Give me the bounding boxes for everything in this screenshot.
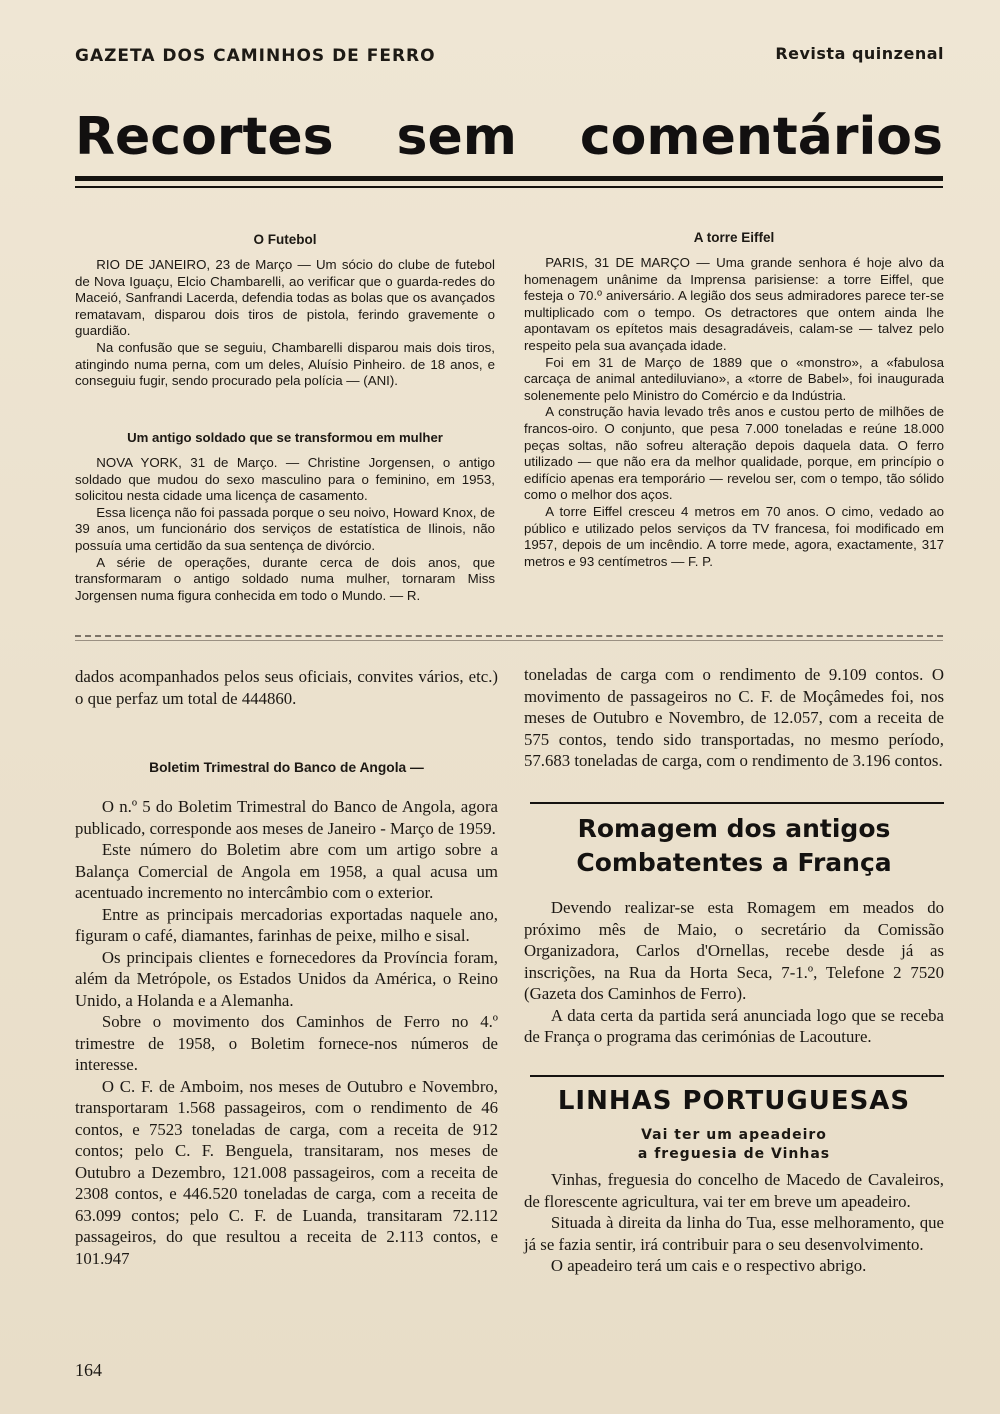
romagem-heading-line-1: Romagem dos antigos [577, 814, 891, 843]
article-paragraph: A torre Eiffel cresceu 4 metros em 70 anos. O cimo, vedado ao público e utilizado pelos serviços da TV francesa, foi modificado em 1957, depois de um incêndio. A torre mede, agora, exactamente, 317 metros e 93 centímetros — F. P. [524, 503, 944, 569]
article-paragraph: O n.º 5 do Boletim Trimestral do Banco de Angola, agora publicado, corresponde aos meses de Janeiro - Março de 1959. [75, 797, 498, 838]
article-paragraph: A data certa da partida será anunciada logo que se receba de França o programa das cerimónias de Lacouture. [524, 1005, 944, 1046]
eiffel-article [524, 255, 944, 570]
title-word-1: Recortes [75, 107, 334, 167]
article-paragraph: Na confusão que se seguiu, Chambarelli disparou mais dois tiros, atingindo numa perna, com um deles, Aluísio Pinheiro. de 18 anos, e conseguiu fugir, sendo procurado pela polícia — (ANI). [75, 339, 495, 389]
article-paragraph: Entre as principais mercadorias exportadas naquele ano, figuram o café, diamantes, farinhas de peixe, milho e sisal. [75, 904, 498, 945]
article-paragraph: Situada à direita da linha do Tua, esse melhoramento, que já se fazia sentir, irá contribuir para o seu desenvolvimento. [524, 1213, 944, 1254]
soldado-article [75, 455, 495, 604]
soldado-heading: Um antigo soldado que se transformou em mulher [127, 430, 443, 445]
romagem-heading [524, 812, 944, 880]
futebol-heading: O Futebol [253, 232, 317, 247]
article-paragraph: O apeadeiro terá um cais e o respectivo abrigo. [550, 1256, 867, 1275]
section-separator-thin [75, 640, 943, 641]
article-paragraph: RIO DE JANEIRO, 23 de Março — Um sócio do clube de futebol de Nova Iguaçu, Elcio Chambarelli, ao verificar que o guarda-redes do Maceió, Sanfrandi Lacerda, defendia todas as bolas que os avançados rematavam, disparou dois tiros de pistola, ferindo gravemente o guardião. [75, 257, 495, 339]
article-paragraph: Sobre o movimento dos Caminhos de Ferro no 4.º trimestre de 1958, o Boletim fornece-nos números de interesse. [75, 1012, 498, 1074]
continuation-text: toneladas de carga com o rendimento de 9.109 contos. O movimento de passageiros no C. F. de Moçâmedes foi, nos meses de Outubro e Novembro, de 12.057, com a receita de 575 contos, tendo sido transportadas, no mesmo período, 57.683 toneladas de carga, com o rendimento de 3.196 contos. [524, 665, 944, 770]
magazine-name: GAZETA DOS CAMINHOS DE FERRO [75, 46, 436, 66]
boletim-heading: Boletim Trimestral do Banco de Angola — [149, 760, 424, 775]
article-paragraph: NOVA YORK, 31 de Março. — Christine Jorgensen, o antigo soldado que mudou do sexo masculino para o feminino, em 1953, solicitou nesta cidade uma licença de casamento. [75, 455, 495, 504]
continuation-text: dados acompanhados pelos seus oficiais, convites vários, etc.) o que perfaz um total de 444860. [75, 667, 498, 708]
romagem-rule [530, 802, 944, 804]
article-paragraph: O C. F. de Amboim, nos meses de Outubro e Novembro, transportaram 1.568 passageiros, com o rendimento de 46 contos, e 7523 toneladas de carga, com a receita de 912 contos; pelo C. F. Benguela, transitaram, nos meses de Outubro a Dezembro, 121.008 passageiros, com a receita de 2308 contos, e 446.520 toneladas de carga, com a receita de 63.099 contos; pelo C. F. de Luanda, transitaram 72.112 passageiros, do que resultou a receita de 2.113 contos, e 101.947 [75, 1076, 498, 1268]
romagem-article [524, 897, 944, 1048]
romagem-heading-line-2: Combatentes a França [576, 848, 892, 877]
article-paragraph: A construção havia levado três anos e custou perto de milhões de francos-oiro. O conjunto, que pesa 7.000 toneladas e reúne 18.000 peças soltas, não sofreu alteração depois daquela data. O ferro utilizado — que não era da melhor qualidade, porque, em princípio o edifício apenas era temporário — revelou ser, com o tempo, tão sólido como o melhor dos aços. [524, 404, 944, 503]
title-word-3: comentários [579, 107, 943, 167]
title-word-2: sem [396, 107, 517, 167]
page-number: 164 [75, 1360, 102, 1380]
article-paragraph: Vinhas, freguesia do concelho de Macedo de Cavaleiros, de florescente agricultura, vai ter em breve um apeadeiro. [524, 1170, 944, 1211]
linhas-subheading-line-1: Vai ter um apeadeiro [641, 1127, 827, 1143]
section-separator [75, 635, 943, 637]
page-title [75, 104, 943, 170]
boletim-article [75, 796, 498, 1269]
article-paragraph: Foi em 31 de Março de 1889 que o «monstro», a «fabulosa carcaça de animal antediluviano», a «torre de Babel», foi inaugurada solenemente pelo Ministro do Comércio e da Indústria. [524, 354, 944, 403]
linhas-subheading [524, 1126, 944, 1164]
article-paragraph: Devendo realizar-se esta Romagem em meados do próximo mês de Maio, o secretário da Comissão Organizadora, Carlos d'Ornellas, recebe desde já as inscrições, na Rua da Horta Seca, 7-1.º, Telefone 2 7520 (Gazeta dos Caminhos de Ferro). [524, 898, 944, 1003]
article-paragraph: PARIS, 31 DE MARÇO — Uma grande senhora é hoje alvo da homenagem unânime da Imprensa parisiense: a torre Eiffel, que festeja o 70.º aniversário. A legião dos seus admiradores parece ter-se multiplicado com o tempo. Os detractores que ontem ainda lhe apontavam os epítetos mais desagradáveis, calam-se — talvez pelo respeito pela sua avançada idade. [524, 255, 944, 353]
article-paragraph: A série de operações, durante cerca de dois anos, que transformaram o antigo soldado numa mulher, tornaram Miss Jorgensen numa figura conhecida em todo o Mundo. — R. [75, 554, 495, 603]
article-paragraph: Este número do Boletim abre com um artigo sobre a Balança Comercial de Angola em 1958, a qual acusa um acentuado incremento no intercâmbio com o exterior. [75, 840, 498, 902]
continuation-left [75, 666, 498, 709]
linhas-heading: LINHAS PORTUGUESAS [557, 1086, 911, 1116]
eiffel-heading: A torre Eiffel [693, 230, 775, 245]
futebol-article [75, 257, 495, 390]
linhas-article [524, 1169, 944, 1277]
article-paragraph: Essa licença não foi passada porque o seu noivo, Howard Knox, de 39 anos, um funcionário dos serviços de estatística de Ilinois, não possuía uma certidão da sua sentença de divórcio. [75, 504, 495, 553]
continuation-right [524, 664, 944, 772]
linhas-rule [530, 1075, 944, 1077]
magazine-tagline: Revista quinzenal [775, 44, 944, 63]
article-paragraph: Os principais clientes e fornecedores da Província foram, além da Metrópole, os Estados Unidos da América, o Reino Unido, a Holanda e a Alemanha. [75, 947, 498, 1010]
title-rule-thick [75, 176, 943, 181]
title-rule-thin [75, 186, 943, 188]
linhas-subheading-line-2: a freguesia de Vinhas [637, 1146, 831, 1162]
